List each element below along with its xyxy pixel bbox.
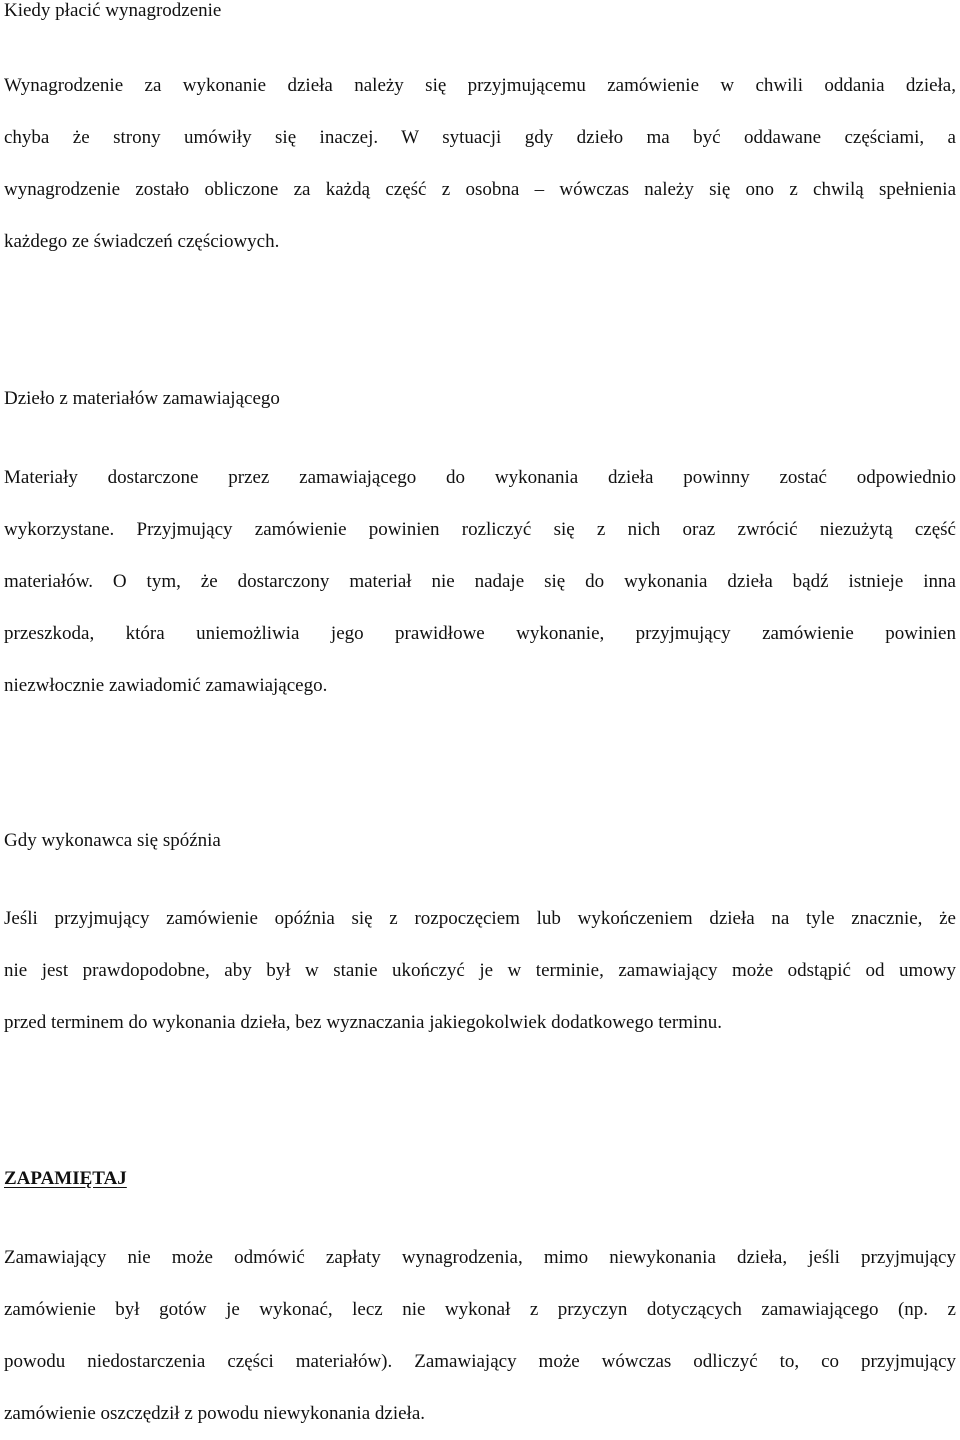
paragraph-line: materiałów. O tym, że dostarczony materiał nie nadaje się do wykonania dzieła bądź istnieje inna: [4, 571, 956, 592]
section-paragraph-payment-time: [4, 60, 956, 268]
paragraph-line: powodu niedostarczenia części materiałów). Zamawiający może wówczas odliczyć to, co przyjmujący: [4, 1351, 956, 1372]
section-heading-contractor-delay: Gdy wykonawca się spóźnia: [4, 830, 221, 851]
paragraph-line: nie jest prawdopodobne, aby był w stanie ukończyć je w terminie, zamawiający może odstąpić od umowy: [4, 960, 956, 981]
paragraph-line: przeszkoda, która uniemożliwia jego prawidłowe wykonanie, przyjmujący zamówienie powinien: [4, 623, 956, 644]
paragraph-line: Materiały dostarczone przez zamawiającego do wykonania dzieła powinny zostać odpowiednio: [4, 467, 956, 488]
paragraph-line: Wynagrodzenie za wykonanie dzieła należy się przyjmującemu zamówienie w chwili oddania dzieła,: [4, 75, 956, 96]
paragraph-line: każdego ze świadczeń częściowych.: [4, 231, 280, 252]
paragraph-line: zamówienie był gotów je wykonać, lecz nie wykonał z przyczyn dotyczących zamawiającego (np. z: [4, 1299, 956, 1320]
paragraph-line: chyba że strony umówiły się inaczej. W sytuacji gdy dzieło ma być oddawane częściami, a: [4, 127, 956, 148]
section-paragraph-remember: [4, 1232, 956, 1440]
paragraph-line: zamówienie oszczędził z powodu niewykonania dzieła.: [4, 1403, 425, 1424]
section-heading-client-materials: Dzieło z materiałów zamawiającego: [4, 388, 280, 409]
paragraph-line: niezwłocznie zawiadomić zamawiającego.: [4, 675, 328, 696]
section-paragraph-contractor-delay: [4, 893, 956, 1049]
paragraph-line: wynagrodzenie zostało obliczone za każdą część z osobna – wówczas należy się ono z chwilą spełnienia: [4, 179, 956, 200]
paragraph-line: przed terminem do wykonania dzieła, bez wyznaczania jakiegokolwiek dodatkowego terminu.: [4, 1012, 723, 1033]
paragraph-line: wykorzystane. Przyjmujący zamówienie powinien rozliczyć się z nich oraz zwrócić niezużytą część: [4, 519, 956, 540]
section-paragraph-client-materials: [4, 452, 956, 712]
paragraph-line: Jeśli przyjmujący zamówienie opóźnia się z rozpoczęciem lub wykończeniem dzieła na tyle znacznie, że: [4, 908, 956, 929]
paragraph-line: Zamawiający nie może odmówić zapłaty wynagrodzenia, mimo niewykonania dzieła, jeśli przyjmujący: [4, 1247, 956, 1268]
section-heading-payment-time: Kiedy płacić wynagrodzenie: [4, 0, 222, 21]
section-heading-remember: ZAPAMIĘTAJ: [4, 1168, 127, 1189]
